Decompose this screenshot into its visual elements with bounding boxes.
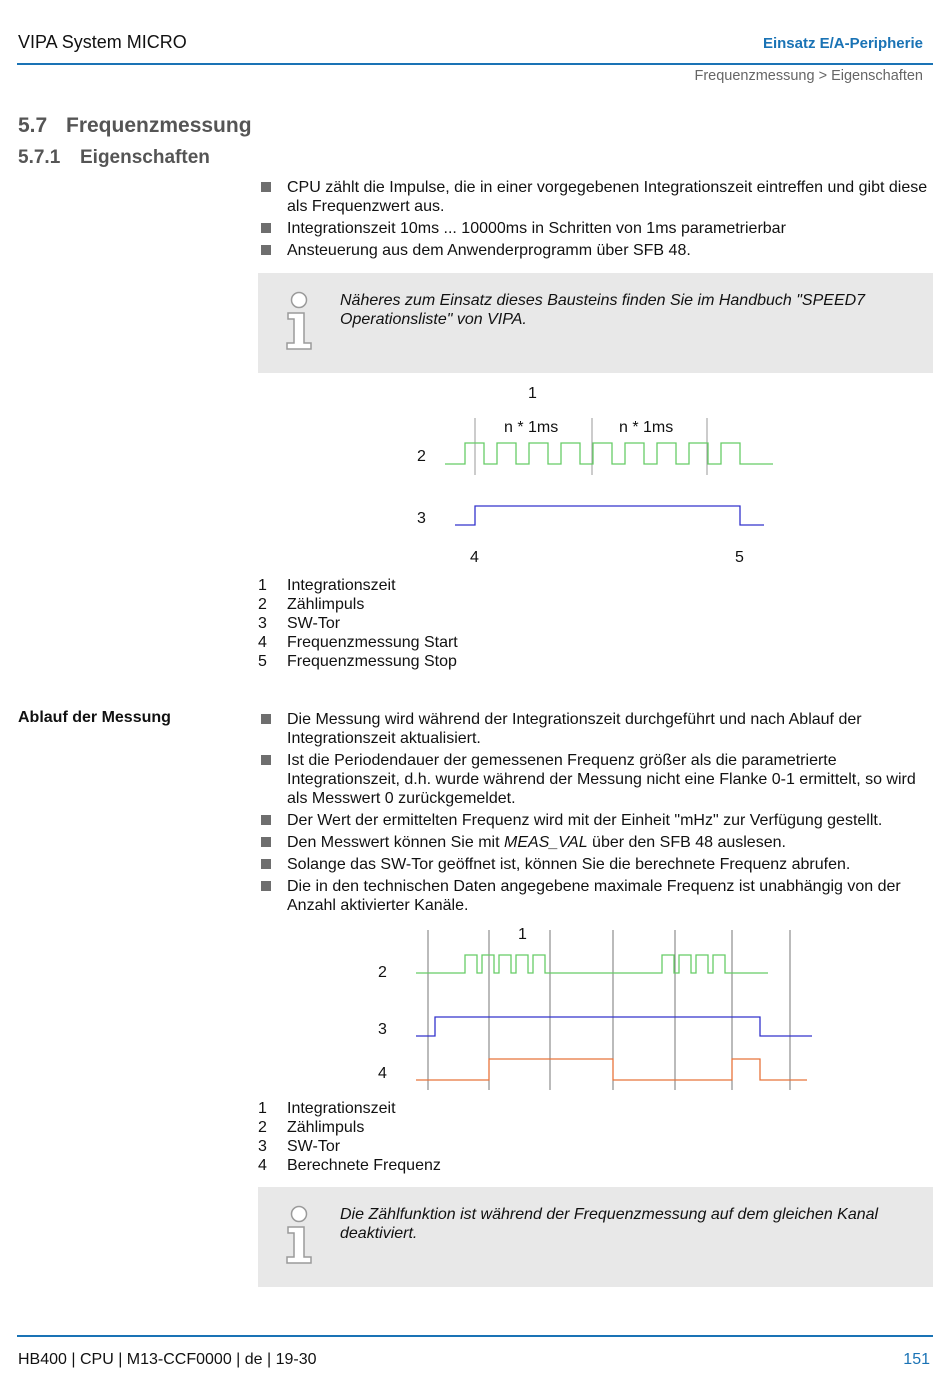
bullet-square-icon [261, 837, 271, 847]
info-icon [282, 291, 316, 351]
header-chapter: Einsatz E/A-Peripherie [762, 35, 923, 52]
diagram-label-5: 5 [735, 549, 744, 566]
list-item: Integrationszeit 10ms ... 10000ms in Schritten von 1ms parametrierbar [258, 219, 933, 238]
header-rule [17, 63, 933, 65]
bullet-square-icon [261, 223, 271, 233]
procedure-list [258, 710, 933, 918]
list-item: Solange das SW-Tor geöffnet ist, können Sie die berechnete Frequenz abrufen. [258, 855, 933, 874]
list-item: Die Messung wird während der Integrationszeit durchgeführt und nach Ablauf der Integrationszeit aktualisiert. [258, 710, 933, 748]
bullet-square-icon [261, 714, 271, 724]
footer-rule [17, 1335, 933, 1337]
subsection-number: 5.7.1 [18, 147, 61, 168]
diagram-label-4: 4 [470, 549, 479, 566]
breadcrumb: Frequenzmessung > Eigenschaften [694, 68, 923, 84]
info-note-text: Näheres zum Einsatz dieses Bausteins finden Sie im Handbuch "SPEED7 Operationsliste" von VIPA. [340, 292, 866, 328]
legend-item: 1 Integrationszeit [258, 1100, 396, 1117]
diagram2-label-2: 2 [378, 964, 387, 981]
diagram-label-1: 1 [528, 385, 537, 402]
diagram2-label-1: 1 [518, 926, 527, 943]
section-heading [18, 114, 252, 138]
list-item: CPU zählt die Impulse, die in einer vorgegebenen Integrationszeit eintreffen und gibt diese als Frequenzwert aus. [258, 178, 933, 216]
list-item: Der Wert der ermittelten Frequenz wird mit der Einheit "mHz" zur Verfügung gestellt. [258, 811, 933, 830]
features-list [258, 178, 933, 263]
pulse-signal-trace [416, 955, 768, 973]
legend-item: 4 Berechnete Frequenz [258, 1157, 441, 1174]
diagram-label-2: 2 [417, 448, 426, 465]
legend-item: 3 SW-Tor [258, 615, 341, 632]
legend-item: 2 Zählimpuls [258, 1119, 365, 1136]
subsection-title: Eigenschaften [80, 147, 210, 168]
footer-doc-id: HB400 | CPU | M13-CCF0000 | de | 19-30 [18, 1351, 317, 1368]
info-note-2 [258, 1187, 933, 1287]
frequency-signal-trace [416, 1059, 807, 1080]
info-note-text: Die Zählfunktion ist während der Frequenzmessung auf dem gleichen Kanal deaktiviert. [340, 1206, 879, 1242]
list-item: Ansteuerung aus dem Anwenderprogramm über SFB 48. [258, 241, 933, 260]
gate-signal-trace [455, 506, 764, 525]
legend-item: 3 SW-Tor [258, 1138, 341, 1155]
page-number: 151 [903, 1351, 930, 1368]
section-number: 5.7 [18, 114, 48, 137]
bullet-square-icon [261, 755, 271, 765]
subsection-heading [18, 147, 210, 169]
bullet-square-icon [261, 245, 271, 255]
frequency-timing-diagram [400, 378, 790, 573]
header-product: VIPA System MICRO [18, 32, 187, 52]
diagram2-label-4: 4 [378, 1065, 387, 1082]
info-icon [282, 1205, 316, 1265]
measurement-timing-diagram [370, 918, 820, 1090]
legend-item: 4 Frequenzmessung Start [258, 634, 458, 651]
legend-item: 2 Zählimpuls [258, 596, 365, 613]
list-item: Den Messwert können Sie mit MEAS_VAL über den SFB 48 auslesen. [258, 833, 933, 852]
list-item: Ist die Periodendauer der gemessenen Frequenz größer als die parametrierte Integrationszeit, d.h. wurde während der Messung nicht eine Flanke 0-1 ermittelt, so wird als Messwert 0 zurückgemeldet. [258, 751, 933, 808]
bullet-square-icon [261, 815, 271, 825]
diagram2-legend [258, 1099, 441, 1175]
side-heading: Ablauf der Messung [18, 709, 171, 726]
diagram-label-3: 3 [417, 510, 426, 527]
info-note [258, 273, 933, 373]
bullet-square-icon [261, 881, 271, 891]
list-item: Die in den technischen Daten angegebene maximale Frequenz ist unabhängig von der Anzahl aktivierter Kanäle. [258, 877, 933, 915]
diagram-legend [258, 576, 458, 671]
pulse-signal-trace [445, 443, 773, 464]
interval-label-a: n * 1ms [504, 419, 559, 436]
legend-item: 1 Integrationszeit [258, 577, 396, 594]
interval-label-b: n * 1ms [619, 419, 674, 436]
section-title: Frequenzmessung [66, 114, 252, 137]
diagram2-label-3: 3 [378, 1021, 387, 1038]
bullet-square-icon [261, 859, 271, 869]
function-name: MEAS_VAL [503, 834, 588, 851]
bullet-square-icon [261, 182, 271, 192]
legend-item: 5 Frequenzmessung Stop [258, 653, 457, 670]
gate-signal-trace [416, 1017, 812, 1036]
time-grid [428, 930, 790, 1090]
